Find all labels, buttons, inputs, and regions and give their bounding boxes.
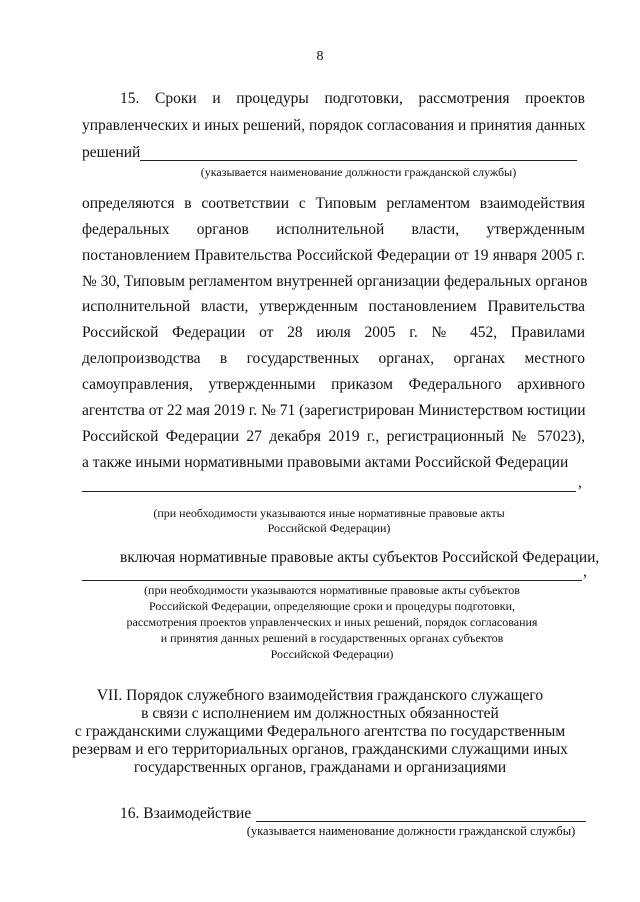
position-blank-line-2 xyxy=(256,821,586,822)
heading-line: государственных органов, гражданами и организациями xyxy=(133,759,507,776)
position-caption-1: (указывается наименование должности гражданской службы) xyxy=(200,165,517,179)
body-line: № 30, Типовым регламентом внутренней организации федеральных органов xyxy=(82,273,588,290)
section-16-label: 16. Взаимодействие xyxy=(120,805,252,822)
heading-line: резервам и его территориальных органов, гражданскими служащими иных xyxy=(72,741,568,758)
body-line-last: а также иными нормативными правовыми актами Российской Федерации xyxy=(82,454,569,471)
regional-acts-blank-line xyxy=(82,580,582,581)
regional-acts-caption-line-1: (при необходимости указываются нормативные правовые акты субъектов xyxy=(144,583,520,597)
other-acts-caption-line-2: Российской Федерации) xyxy=(267,521,391,535)
comma-1: , xyxy=(578,474,582,491)
page-number: 8 xyxy=(316,49,324,64)
body-line: Российской Федерации 27 декабря 2019 г., регистрационный № 57023), xyxy=(82,428,585,445)
regional-acts-caption-line-3: рассмотрения проектов управленческих и иных решений, порядок согласования xyxy=(126,615,538,629)
other-acts-caption-line-1: (при необходимости указываются иные нормативные правовые акты xyxy=(153,506,505,520)
other-acts-blank-line xyxy=(82,491,576,492)
position-caption-2: (указывается наименование должности гражданской службы) xyxy=(246,824,576,838)
regional-acts-caption-line-5: Российской Федерации) xyxy=(270,647,394,661)
body-line: исполнительной власти, утвержденным постановлением Правительства xyxy=(82,298,585,315)
body-line: делопроизводства в государственных органах, органах местного xyxy=(82,350,585,367)
comma-2: , xyxy=(583,563,587,580)
section-15-line-2: управленческих и иных решений, порядок согласования и принятия данных xyxy=(82,117,586,134)
body-line: агентства от 22 мая 2019 г. № 71 (зарегистрирован Министерством юстиции xyxy=(82,402,586,419)
regional-acts-caption-line-2: Российской Федерации, определяющие сроки и процедуры подготовки, xyxy=(148,599,516,613)
including-regional-acts: включая нормативные правовые акты субъектов Российской Федерации, xyxy=(120,549,600,566)
section-15-line-1: 15. Сроки и процедуры подготовки, рассмотрения проектов xyxy=(120,90,585,107)
heading-line: с гражданскими служащими Федерального агентства по государственным xyxy=(74,723,566,740)
body-line: постановлением Правительства Российской Федерации от 19 января 2005 г. xyxy=(82,247,585,264)
position-blank-line-1 xyxy=(140,160,577,161)
heading-line: VII. Порядок служебного взаимодействия гражданского служащего xyxy=(96,687,544,704)
section-15-line-3-start: решений xyxy=(82,144,141,161)
body-line: определяются в соответствии с Типовым регламентом взаимодействия xyxy=(82,195,585,212)
body-line: самоуправления, утвержденными приказом Федерального архивного xyxy=(82,376,585,393)
body-line: федеральных органов исполнительной власти, утвержденным xyxy=(82,221,585,238)
body-line: Российской Федерации от 28 июля 2005 г. № 452, Правилами xyxy=(82,324,585,341)
regional-acts-caption-line-4: и принятия данных решений в государственных органах субъектов xyxy=(160,631,504,645)
heading-line: в связи с исполнением им должностных обязанностей xyxy=(141,705,499,722)
